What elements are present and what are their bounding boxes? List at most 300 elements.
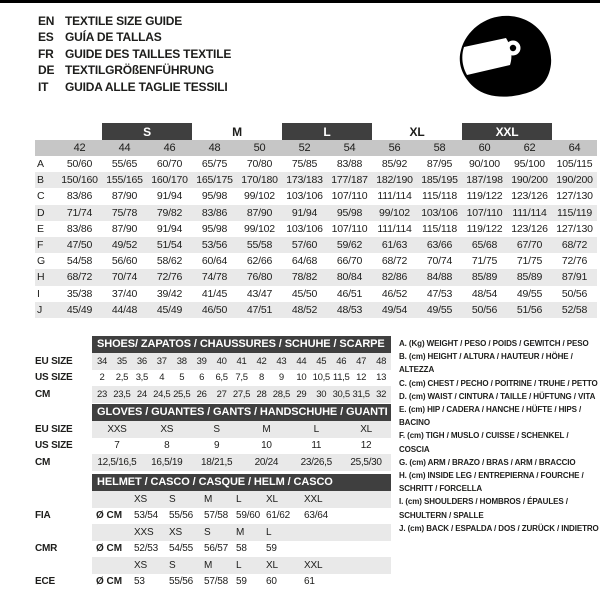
row-letter: E	[37, 222, 44, 235]
measurement-value: 52/58	[561, 303, 588, 316]
measurement-value: 155/165	[106, 174, 143, 187]
size-value: 53/54	[134, 510, 159, 522]
measurement-value: 72/76	[156, 271, 183, 284]
measurement-row-h	[35, 269, 597, 285]
size-value: 6	[199, 372, 205, 384]
measurement-value: 48/54	[471, 287, 498, 300]
measurement-legend	[399, 337, 599, 535]
size-value: 25,5/30	[350, 456, 382, 468]
legend-item-f: F. (cm) TIGH / MUSLO / CUISSE / SCHENKEL / COSCIA	[399, 431, 569, 454]
helmet-sizes-row-cmr	[35, 524, 391, 541]
size-value: XS	[160, 423, 174, 435]
gloves-size-table	[35, 404, 391, 471]
size-label: S	[169, 493, 176, 505]
size-value: 20/24	[254, 456, 279, 468]
measurement-value: 51/56	[516, 303, 543, 316]
size-value: 36	[136, 355, 147, 367]
language-title-list	[38, 13, 231, 95]
measurement-value: 95/100	[514, 158, 545, 171]
size-value: 28	[256, 388, 267, 400]
measurement-value: 87/90	[111, 222, 138, 235]
shoes-cells	[92, 353, 391, 370]
measurement-value: 83/86	[66, 190, 93, 203]
measurement-value: 46/50	[201, 303, 228, 316]
size-value: 43	[276, 355, 287, 367]
size-value: 55/56	[169, 510, 194, 522]
row-letter: J	[37, 303, 43, 316]
measurement-value: 59/62	[336, 239, 363, 252]
size-value: 10,5	[312, 372, 330, 384]
shoes-row-us-size	[35, 370, 391, 387]
measurement-value: 85/89	[516, 271, 543, 284]
size-value: 2,5	[115, 372, 129, 384]
measurement-value: 119/122	[466, 222, 503, 235]
measurement-value: 170/180	[241, 174, 278, 187]
language-title-text: TEXTILGRÖßENFÜHRUNG	[65, 63, 214, 78]
legend-item-b: B. (cm) HEIGHT / ALTURA / HAUTEUR / HÖHE / ALTEZZA	[399, 352, 573, 375]
size-value: M	[262, 423, 271, 435]
measurement-value: 190/200	[511, 174, 548, 187]
size-value: 27,5	[232, 388, 251, 400]
measurement-value: 45/49	[156, 303, 183, 316]
size-value: 12	[360, 440, 372, 452]
language-code: DE	[38, 63, 55, 78]
measurement-value: 39/42	[156, 287, 183, 300]
size-label: L	[236, 559, 242, 571]
size-value: 16,5/19	[151, 456, 183, 468]
measurement-value: 68/72	[381, 255, 408, 268]
measurement-value: 71/75	[471, 255, 498, 268]
size-group-xxl: XXL	[462, 123, 552, 140]
measurement-value: 67/70	[516, 239, 543, 252]
size-value: 13	[376, 372, 387, 384]
measurement-value: 103/106	[286, 222, 323, 235]
size-value: 44	[296, 355, 307, 367]
legend-item-j: J. (cm) BACK / ESPALDA / DOS / ZURÜCK / INDIETRO	[399, 523, 599, 533]
measurement-value: 55/58	[246, 239, 273, 252]
measurement-value: 99/102	[244, 222, 275, 235]
legend-item-c: C. (cm) CHEST / PECHO / POITRINE / TRUHE / PETTO	[399, 378, 598, 388]
measurement-value: 187/198	[466, 174, 503, 187]
row-letter: B	[37, 174, 44, 187]
measurement-value: 91/94	[156, 222, 183, 235]
measurement-value: 50/56	[471, 303, 498, 316]
measurement-row-d	[35, 205, 597, 221]
gloves-title: GLOVES / GUANTES / GANTS / HANDSCHUHE / GUANTI	[92, 404, 391, 421]
measurement-value: 150/160	[61, 174, 98, 187]
size-value: 10	[296, 372, 307, 384]
measurement-value: 48/52	[291, 303, 318, 316]
helmet-size-cells	[92, 524, 391, 541]
measurement-value: 123/126	[511, 222, 548, 235]
size-value: 59/60	[236, 510, 261, 522]
measurement-value: 63/66	[426, 239, 453, 252]
legend-item-a: A. (Kg) WEIGHT / PESO / POIDS / GEWITCH / PESO	[399, 339, 589, 348]
size-value: 4	[159, 372, 165, 384]
size-label: S	[204, 526, 211, 538]
size-label: XL	[266, 493, 278, 505]
size-value: 59	[266, 543, 277, 555]
measurement-value: 49/55	[516, 287, 543, 300]
size-value: L	[313, 423, 319, 435]
measurement-value: 62/66	[246, 255, 273, 268]
size-value: 31,5	[352, 388, 370, 400]
size-group-xl: XL	[409, 124, 425, 139]
measurement-value: 68/72	[66, 271, 93, 284]
measurement-row-j	[35, 302, 597, 318]
size-value: 11,5	[332, 372, 350, 384]
size-value: 26	[196, 388, 207, 400]
measurement-value: 99/102	[379, 206, 410, 219]
measurement-value: 107/110	[331, 222, 368, 235]
size-value: XXS	[107, 423, 127, 435]
standard-label: FIA	[35, 510, 51, 522]
measurement-value: 60/70	[156, 158, 183, 171]
measurement-value: 83/86	[66, 222, 93, 235]
language-title-text: GUIDE DES TAILLES TEXTILE	[65, 46, 232, 61]
measurement-row-b	[35, 172, 597, 188]
measurement-value: 115/118	[422, 222, 457, 235]
size-value: 60	[266, 576, 277, 588]
size-value: 46	[336, 355, 347, 367]
standard-label: CMR	[35, 543, 58, 555]
size-label: L	[266, 526, 272, 538]
size-group-l: L	[282, 123, 372, 140]
language-row-it	[38, 79, 231, 95]
row-label: EU SIZE	[35, 355, 73, 367]
measurement-value: 37/40	[111, 287, 138, 300]
size-value: 53	[134, 576, 145, 588]
standard-label: ECE	[35, 576, 55, 588]
helmet-sizes-row-ece	[35, 557, 391, 574]
numeric-size-58: 58	[417, 140, 462, 156]
measurement-value: 84/88	[426, 271, 453, 284]
numeric-size-54: 54	[327, 140, 372, 156]
size-value: 30,5	[332, 388, 350, 400]
diameter-unit-label: Ø CM	[96, 576, 123, 588]
helmet-header-row	[35, 474, 391, 491]
measurement-value: 35/38	[66, 287, 93, 300]
helmet-size-table	[35, 474, 391, 590]
measurement-value: 87/90	[246, 206, 273, 219]
measurement-value: 68/72	[561, 239, 588, 252]
size-label: XXL	[304, 493, 323, 505]
size-value: 39	[196, 355, 207, 367]
row-label: EU SIZE	[35, 423, 73, 435]
measurement-value: 70/80	[246, 158, 273, 171]
row-letter: H	[37, 271, 45, 284]
measurement-value: 46/52	[381, 287, 408, 300]
measurement-value: 83/86	[201, 206, 228, 219]
measurement-value: 56/60	[111, 255, 138, 268]
measurement-row-c	[35, 188, 597, 204]
language-row-es	[38, 29, 231, 45]
size-value: 56/57	[204, 543, 229, 555]
size-value: 10	[261, 440, 272, 452]
size-value: 47	[356, 355, 367, 367]
size-value: 63/64	[304, 510, 329, 522]
measurement-value: 76/80	[246, 271, 273, 284]
measurement-value: 47/51	[246, 303, 273, 316]
measurement-value: 50/56	[561, 287, 588, 300]
measurement-value: 79/82	[156, 206, 183, 219]
measurement-value: 111/114	[377, 222, 412, 235]
measurement-value: 47/53	[426, 287, 453, 300]
language-title-text: TEXTILE SIZE GUIDE	[65, 14, 183, 28]
measurement-value: 53/56	[201, 239, 228, 252]
size-value: 38	[176, 355, 187, 367]
size-value: 35	[116, 355, 127, 367]
measurement-value: 82/86	[381, 271, 408, 284]
measurement-value: 71/75	[516, 255, 543, 268]
helmet-values-row-fia	[35, 508, 391, 525]
shoes-cells	[92, 386, 391, 403]
measurement-value: 111/114	[377, 190, 412, 203]
size-value: 40	[216, 355, 227, 367]
size-value: 7,5	[235, 372, 248, 384]
measurement-value: 190/200	[556, 174, 593, 187]
size-group-row	[35, 123, 597, 140]
measurement-value: 85/89	[471, 271, 498, 284]
size-value: 23,5	[113, 388, 131, 400]
measurement-value: 49/52	[111, 239, 138, 252]
size-group-m: M	[232, 124, 242, 139]
size-value: 11	[311, 440, 322, 452]
measurement-value: 54/58	[66, 255, 93, 268]
size-group-spacer	[35, 123, 102, 140]
measurement-value: 87/91	[561, 271, 588, 284]
measurement-value: 55/65	[111, 158, 138, 171]
measurement-value: 90/100	[469, 158, 500, 171]
legend-item-h: H. (cm) INSIDE LEG / ENTREPIERNA / FOURCHE / SCHRITT / FORCELLA	[399, 471, 584, 494]
shoes-title: SHOES/ ZAPATOS / CHAUSSURES / SCHUHE / SCARPE	[92, 336, 391, 353]
size-value: 55/56	[169, 576, 194, 588]
language-row-en	[38, 13, 231, 29]
size-label: XXL	[304, 559, 323, 571]
size-value: 9	[278, 372, 284, 384]
language-code: EN	[38, 14, 55, 28]
measurement-value: 45/49	[66, 303, 93, 316]
size-label: M	[204, 559, 213, 571]
measurement-row-a	[35, 156, 597, 172]
measurement-value: 74/78	[201, 271, 228, 284]
measurement-value: 44/48	[111, 303, 138, 316]
racing-helmet-icon	[452, 14, 557, 106]
measurement-value: 50/60	[66, 158, 93, 171]
size-value: 54/55	[169, 543, 194, 555]
measurement-value: 107/110	[466, 206, 503, 219]
numeric-size-64: 64	[552, 140, 597, 156]
measurement-value: 95/98	[201, 222, 228, 235]
numeric-size-62: 62	[507, 140, 552, 156]
measurement-value: 119/122	[466, 190, 503, 203]
measurement-value: 60/64	[201, 255, 228, 268]
row-letter: D	[37, 206, 45, 219]
measurement-value: 51/54	[156, 239, 183, 252]
size-label: XS	[134, 559, 147, 571]
diameter-unit-label: Ø CM	[96, 543, 123, 555]
measurement-value: 185/195	[421, 174, 458, 187]
measurement-value: 70/74	[426, 255, 453, 268]
numeric-size-band	[35, 140, 597, 156]
size-value: 8	[164, 440, 170, 452]
size-value: 25,5	[173, 388, 191, 400]
size-value: 9	[213, 440, 220, 452]
numeric-size-56: 56	[372, 140, 417, 156]
row-letter: C	[37, 190, 45, 203]
measurement-value: 48/53	[336, 303, 363, 316]
helmet-value-cells	[92, 574, 391, 591]
size-value: 42	[256, 355, 267, 367]
measurement-value: 177/187	[331, 174, 368, 187]
measurement-value: 70/74	[111, 271, 138, 284]
language-code: IT	[38, 79, 49, 94]
language-row-de	[38, 62, 231, 78]
measurement-value: 95/98	[336, 206, 363, 219]
gloves-cells	[92, 421, 391, 438]
measurement-value: 160/170	[151, 174, 188, 187]
size-label: XXS	[134, 526, 154, 538]
gloves-cells	[92, 454, 391, 471]
helmet-title: HELMET / CASCO / CASQUE / HELM / CASCO	[92, 474, 391, 491]
measurement-value: 41/45	[201, 287, 228, 300]
gloves-header-row	[35, 404, 391, 421]
size-value: S	[213, 423, 220, 435]
row-letter: G	[37, 255, 45, 268]
size-value: 48	[376, 355, 387, 367]
measurement-row-e	[35, 221, 597, 237]
row-label: CM	[35, 388, 51, 400]
size-label: S	[169, 559, 176, 571]
size-value: 59	[236, 576, 247, 588]
measurement-value: 182/190	[376, 174, 413, 187]
measurement-value: 72/76	[561, 255, 588, 268]
measurement-value: 91/94	[291, 206, 318, 219]
measurement-value: 49/55	[426, 303, 453, 316]
size-value: 41	[236, 355, 247, 367]
measurement-value: 123/126	[511, 190, 548, 203]
measurement-row-i	[35, 286, 597, 302]
size-value: 24	[136, 388, 147, 400]
row-letter: I	[37, 287, 40, 300]
measurement-value: 75/78	[111, 206, 138, 219]
numeric-size-60: 60	[462, 140, 507, 156]
gloves-row-us-size	[35, 438, 391, 455]
numeric-size-52: 52	[282, 140, 327, 156]
measurement-value: 61/63	[381, 239, 408, 252]
size-value: 27	[216, 388, 227, 400]
size-value: 7	[114, 440, 120, 452]
numeric-size-44: 44	[102, 140, 147, 156]
size-value: 61/62	[266, 510, 291, 522]
size-value: XL	[360, 423, 372, 435]
size-value: 5	[179, 372, 185, 384]
measurement-value: 83/88	[336, 158, 363, 171]
textile-size-table	[35, 123, 597, 318]
measurement-value: 49/54	[381, 303, 408, 316]
size-value: 3,5	[135, 372, 148, 384]
size-value: 23	[96, 388, 107, 400]
measurement-value: 80/84	[336, 271, 363, 284]
language-code: ES	[38, 30, 54, 45]
measurement-value: 46/51	[336, 287, 363, 300]
measurement-value: 127/130	[556, 190, 593, 203]
measurement-value: 99/102	[244, 190, 275, 203]
size-value: 58	[236, 543, 247, 555]
row-label: US SIZE	[35, 440, 73, 452]
size-group-spacer	[552, 123, 597, 140]
measurement-value: 75/85	[291, 158, 318, 171]
size-value: 37	[156, 355, 167, 367]
size-value: 34	[96, 355, 107, 367]
gloves-row-cm	[35, 454, 391, 471]
helmet-value-cells	[92, 508, 391, 525]
numeric-size-spacer	[35, 140, 57, 156]
measurement-row-f	[35, 237, 597, 253]
size-value: 57/58	[204, 510, 229, 522]
measurement-value: 66/70	[336, 255, 363, 268]
size-value: 8	[258, 372, 264, 384]
measurement-value: 65/68	[471, 239, 498, 252]
size-label: XS	[134, 493, 147, 505]
size-value: 12,5/16,5	[97, 456, 137, 468]
size-value: 61	[304, 576, 315, 588]
gloves-cells	[92, 438, 391, 455]
size-value: 6,5	[215, 372, 228, 384]
size-label: L	[236, 493, 242, 505]
size-label: XL	[266, 559, 278, 571]
measurement-value: 87/95	[426, 158, 453, 171]
size-value: 32	[376, 388, 387, 400]
helmet-size-cells	[92, 491, 391, 508]
shoes-size-table	[35, 336, 391, 403]
numeric-size-46: 46	[147, 140, 192, 156]
measurement-value: 71/74	[66, 206, 93, 219]
measurement-row-g	[35, 253, 597, 269]
size-group-s: S	[102, 123, 192, 140]
legend-item-e: E. (cm) HIP / CADERA / HANCHE / HÜFTE / HIPS / BACINO	[399, 405, 582, 428]
measurement-value: 87/90	[111, 190, 138, 203]
measurement-value: 95/98	[201, 190, 228, 203]
measurement-value: 85/92	[381, 158, 408, 171]
size-label: XS	[169, 526, 182, 538]
measurement-value: 111/114	[512, 206, 547, 219]
measurement-value: 103/106	[421, 206, 458, 219]
size-value: 24,5	[153, 388, 171, 400]
measurement-value: 127/130	[556, 222, 593, 235]
measurement-value: 64/68	[291, 255, 318, 268]
legend-item-g: G. (cm) ARM / BRAZO / BRAS / ARM / BRACCIO	[399, 457, 576, 467]
legend-item-i: I. (cm) SHOULDERS / HOMBROS / ÉPAULES / SCHULTERN / SPALLE	[399, 497, 568, 520]
size-value: 57/58	[204, 576, 229, 588]
numeric-size-50: 50	[237, 140, 282, 156]
measurement-value: 115/118	[422, 190, 457, 203]
measurement-value: 173/183	[286, 174, 323, 187]
size-value: 45	[316, 355, 327, 367]
size-value: 28,5	[272, 388, 291, 400]
shoes-row-eu-size	[35, 353, 391, 370]
size-value: 29	[296, 388, 307, 400]
row-letter: F	[37, 239, 44, 252]
helmet-size-cells	[92, 557, 391, 574]
language-code: FR	[38, 46, 54, 61]
measurement-value: 58/62	[156, 255, 183, 268]
numeric-size-42: 42	[57, 140, 102, 156]
row-label: US SIZE	[35, 372, 73, 384]
gloves-row-eu-size	[35, 421, 391, 438]
size-label: M	[236, 526, 245, 538]
measurement-value: 43/47	[246, 287, 273, 300]
